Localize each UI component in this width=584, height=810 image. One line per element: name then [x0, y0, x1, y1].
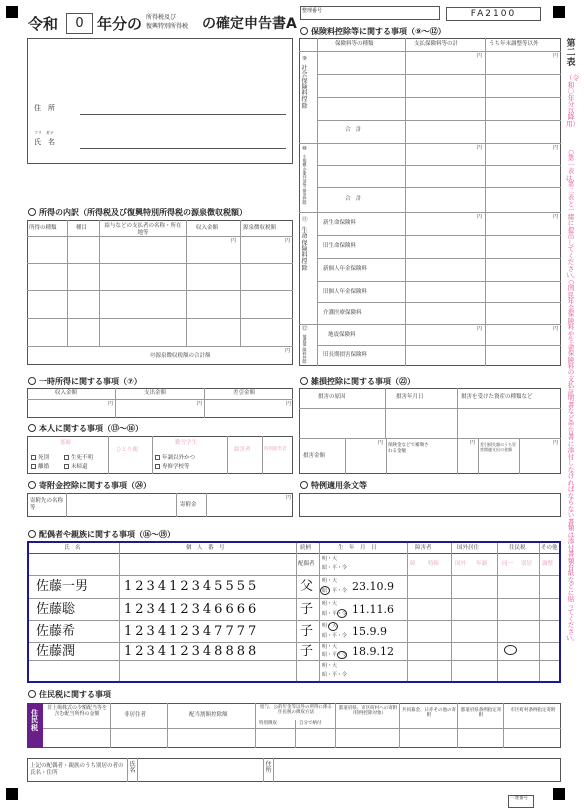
eq-item-quake: 地震保険料 [328, 332, 356, 338]
jumin-separate-circle [504, 645, 517, 655]
income-header-payer: 給与などの支払者の名称・所在地等 [104, 223, 182, 236]
era-circle [337, 651, 347, 659]
dependent-relation[interactable]: 父 [300, 579, 314, 594]
dependent-birthdate[interactable]: 23.10.9 [352, 580, 394, 593]
dependent-relation[interactable]: 子 [300, 644, 314, 659]
haigu-section-title: 配偶者や親族に関する事項（⑯〜⑲） [28, 530, 175, 539]
registration-mark [6, 6, 18, 18]
form-title: の確定申告書A [202, 16, 297, 32]
dependent-number[interactable]: 123412348888 [124, 644, 260, 659]
era-label: 令和 [28, 15, 59, 33]
dependent-name[interactable]: 佐藤希 [36, 624, 76, 639]
registration-mark [553, 788, 565, 800]
dependent-name[interactable]: 佐藤潤 [36, 644, 76, 659]
insurance-section-title: 保険料控除等に関する事項（⑨〜⑫） [300, 27, 446, 36]
name-label: 氏 名 [34, 138, 55, 146]
dependent-number[interactable]: 123412347777 [124, 624, 260, 639]
zasson-section-title: 雑損控除に関する事項（㉒） [300, 377, 415, 386]
ichiji-section-title: 一時所得に関する事項（⑦） [28, 377, 142, 386]
dependent-name[interactable]: 佐藤聡 [36, 602, 76, 617]
life-insurance-label: 生命保険料控除 [301, 227, 308, 272]
era-circle [320, 586, 330, 595]
form-code: FA2100 [446, 7, 541, 21]
registration-mark [6, 788, 18, 800]
dependent-relation[interactable]: 子 [300, 624, 314, 639]
shoukibo-label: 小規模企業共済等掛金控除 [302, 154, 307, 206]
life-item-new: 新生命保険料 [323, 220, 357, 226]
jumin-side-label: 住民税 [31, 709, 38, 732]
tax-small-2: 復興特別所得税 [146, 23, 189, 30]
era-circle [337, 609, 347, 618]
dependent-number[interactable]: 123412345555 [124, 579, 260, 594]
address-line[interactable] [80, 114, 286, 115]
social-insurance-label: 社会保険料控除 [301, 65, 308, 110]
furigana-label: フリ ガナ [34, 130, 54, 135]
honnin-section-title: 本人に関する事項（⑬〜⑯） [28, 424, 143, 433]
life-item-old-pension: 旧個人年金保険料 [323, 289, 368, 295]
income-section-title: 所得の内訳（所得税及び復興特別所得税の源泉徴収税額） [28, 208, 247, 217]
footer-code: 一連番号 [510, 796, 528, 801]
side-form-label: 第二表 [566, 39, 576, 68]
ins-header-total: 支払保険料等の計 [414, 41, 459, 47]
side-note: （令和〇年分以降用） [566, 74, 579, 128]
life-item-old: 旧生命保険料 [323, 243, 357, 249]
address-box [27, 38, 293, 164]
kifu-amount-label: 寄附金 [180, 502, 197, 508]
earthquake-label: 地震保険料控除 [302, 334, 307, 365]
income-header-withholding: 源泉徴収税額 [243, 225, 277, 231]
ins-header-type: 保険料等の種類 [335, 41, 374, 47]
check-seishi[interactable]: 生死不明 [64, 455, 93, 462]
dependent-name[interactable]: 佐藤一男 [36, 579, 89, 594]
check-nencho[interactable]: 年調以外かつ [155, 455, 195, 462]
tax-small-1: 所得税及び [146, 14, 177, 21]
seiri-label: 整理番号 [302, 8, 323, 14]
social-total-label: 合 計 [345, 127, 362, 133]
tokurei-box[interactable] [299, 493, 561, 517]
insurance-table [299, 38, 561, 366]
check-shibetsu[interactable]: 死別 [31, 455, 49, 462]
honnin-hitorioya: ひとり親 [116, 447, 139, 453]
jumin-section-title: 住民税に関する事項 [28, 690, 111, 699]
dependent-relation[interactable]: 子 [300, 602, 314, 617]
shoukibo-total-label: 合 計 [345, 196, 362, 202]
kifu-dest-label: 寄附先の名称等 [30, 498, 64, 512]
check-senshu[interactable]: 専修学校等 [155, 464, 190, 471]
income-header-type: 所得の種類 [29, 225, 57, 231]
tokurei-section-title: 特例適用条文等 [300, 481, 367, 490]
income-header-revenue: 収入金額 [196, 225, 219, 231]
year-field[interactable]: 0 [66, 13, 93, 34]
side-warning: ○第一表は、第二表と一緒に提出してください。○国民年金保険料や生命保険料の支払証明書など申告書に添付しなければならない書類は添付書類台紙などに貼ってください。 [566, 149, 579, 643]
zasson-table [299, 388, 561, 474]
dependent-birthdate[interactable]: 15.9.9 [352, 625, 387, 638]
dependent-birthdate[interactable]: 18.9.12 [352, 645, 394, 658]
check-mikikan[interactable]: 未帰還 [64, 464, 88, 471]
life-item-new-pension: 新個人年金保険料 [323, 266, 368, 272]
income-total-label: ㊸源泉徴収税額の合計額 [150, 353, 211, 359]
honnin-shogai: 障害者 [234, 447, 251, 453]
registration-mark [553, 6, 565, 18]
ins-header-other: うち年末調整等以外 [489, 41, 539, 47]
honnin-kinrou: 勤労学生 [175, 440, 198, 446]
kifu-section-title: 寄附金控除に関する事項（㉔） [28, 481, 151, 490]
life-item-care: 介護医療保険料 [323, 310, 362, 316]
honnin-tokushogai: 特別障害者 [264, 447, 287, 452]
year-suffix: 年分の [97, 15, 143, 33]
check-rikon[interactable]: 離婚 [31, 464, 49, 471]
honnin-kafu: 寡婦 [60, 440, 72, 446]
separate-residence-label: 上記の配偶者・親族のうち別居の者の氏名・住所 [30, 763, 124, 777]
address-label: 住 所 [34, 104, 55, 112]
dependent-birthdate[interactable]: 11.11.6 [352, 603, 394, 616]
income-header-item: 種目 [76, 225, 88, 231]
name-line[interactable] [80, 148, 286, 149]
dependent-number[interactable]: 123412346666 [124, 602, 260, 617]
eq-item-old-longterm: 旧長期損害保険料 [323, 352, 368, 358]
era-circle [328, 622, 338, 631]
